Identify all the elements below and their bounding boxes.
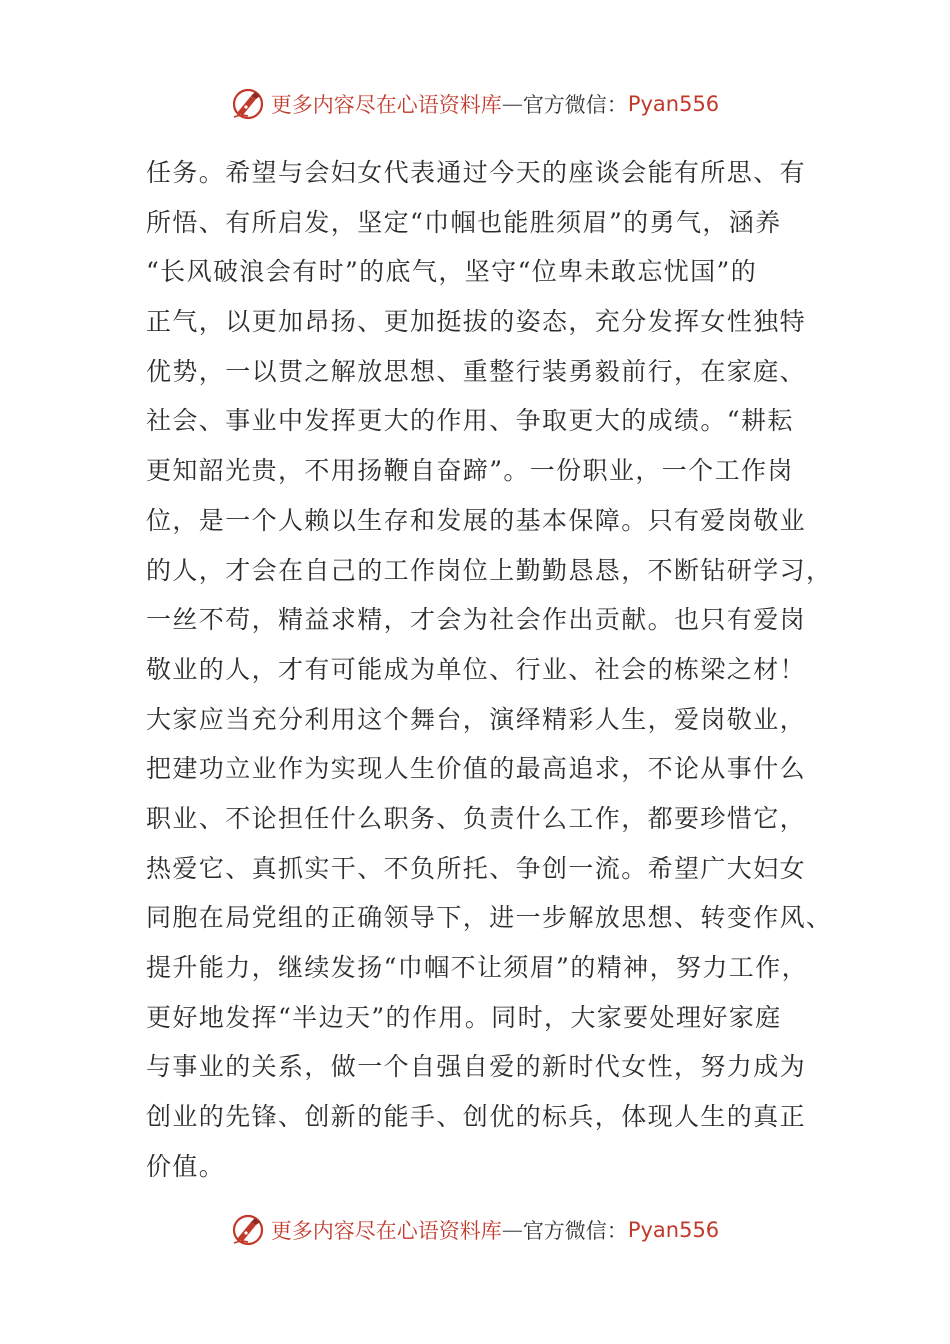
body-text-line: 敬业的人，才有可能成为单位、行业、社会的栋梁之材！ <box>146 654 807 684</box>
body-text-line: 社会、事业中发挥更大的作用、争取更大的成绩。“耕耘 <box>146 406 794 436</box>
header-wechat-id: Pyan556 <box>627 92 720 116</box>
header-site-name: 更多内容尽在心语资料库 <box>270 93 502 117</box>
header-wechat-label: 官方微信： <box>522 93 628 117</box>
body-text-line: 提升能力，继续发扬“巾帼不让须眉”的精神，努力工作， <box>146 953 808 982</box>
document-body <box>146 148 833 1191</box>
header-banner <box>0 84 950 124</box>
footer-dash: — <box>501 1218 523 1242</box>
pen-nib-logo-icon <box>231 87 265 121</box>
pen-nib-logo-icon <box>231 1213 265 1247</box>
body-text-line: 把建功立业作为实现人生价值的最高追求，不论从事什么 <box>146 754 807 784</box>
body-text-line: 创业的先锋、创新的能手、创优的标兵，体现人生的真正 <box>146 1102 807 1132</box>
body-text-line: 优势，一以贯之解放思想、重整行装勇毅前行，在家庭、 <box>146 356 807 386</box>
footer-banner <box>0 1210 950 1250</box>
body-text-line: 的人，才会在自己的工作岗位上勤勤恳恳，不断钻研学习， <box>146 555 833 585</box>
body-text-line: 同胞在局党组的正确领导下，进一步解放思想、转变作风、 <box>146 903 833 933</box>
body-text-line: 大家应当充分利用这个舞台，演绎精彩人生，爱岗敬业， <box>146 704 807 734</box>
header-dash: — <box>501 92 523 116</box>
body-text-line: 更知韶光贵，不用扬鞭自奋蹄”。一份职业，一个工作岗 <box>146 456 794 486</box>
body-text-line: 更好地发挥“半边天”的作用。同时，大家要处理好家庭 <box>146 1002 782 1032</box>
body-text-line: 价值。 <box>146 1151 226 1181</box>
body-text-line: 与事业的关系，做一个自强自爱的新时代女性，努力成为 <box>146 1052 807 1082</box>
body-text-line: “长风破浪会有时”的底气，坚守“位卑未敢忘忧国”的 <box>146 257 758 287</box>
footer-wechat-label: 官方微信： <box>522 1219 628 1243</box>
body-text-line: 正气，以更加昂扬、更加挺拔的姿态，充分发挥女性独特 <box>146 307 807 337</box>
body-text-line: 职业、不论担任什么职务、负责什么工作，都要珍惜它， <box>146 803 807 833</box>
footer-site-name: 更多内容尽在心语资料库 <box>270 1219 502 1243</box>
body-text-line: 任务。希望与会妇女代表通过今天的座谈会能有所思、有 <box>146 158 807 187</box>
body-text-line: 所悟、有所启发，坚定“巾帼也能胜须眉”的勇气，涵养 <box>146 207 782 237</box>
body-text-line: 热爱它、真抓实干、不负所托、争创一流。希望广大妇女 <box>146 853 807 883</box>
body-text-line: 位，是一个人赖以生存和发展的基本保障。只有爱岗敬业 <box>146 505 807 535</box>
body-text-line: 一丝不苟，精益求精，才会为社会作出贡献。也只有爱岗 <box>146 605 807 635</box>
footer-wechat-id: Pyan556 <box>627 1218 720 1242</box>
